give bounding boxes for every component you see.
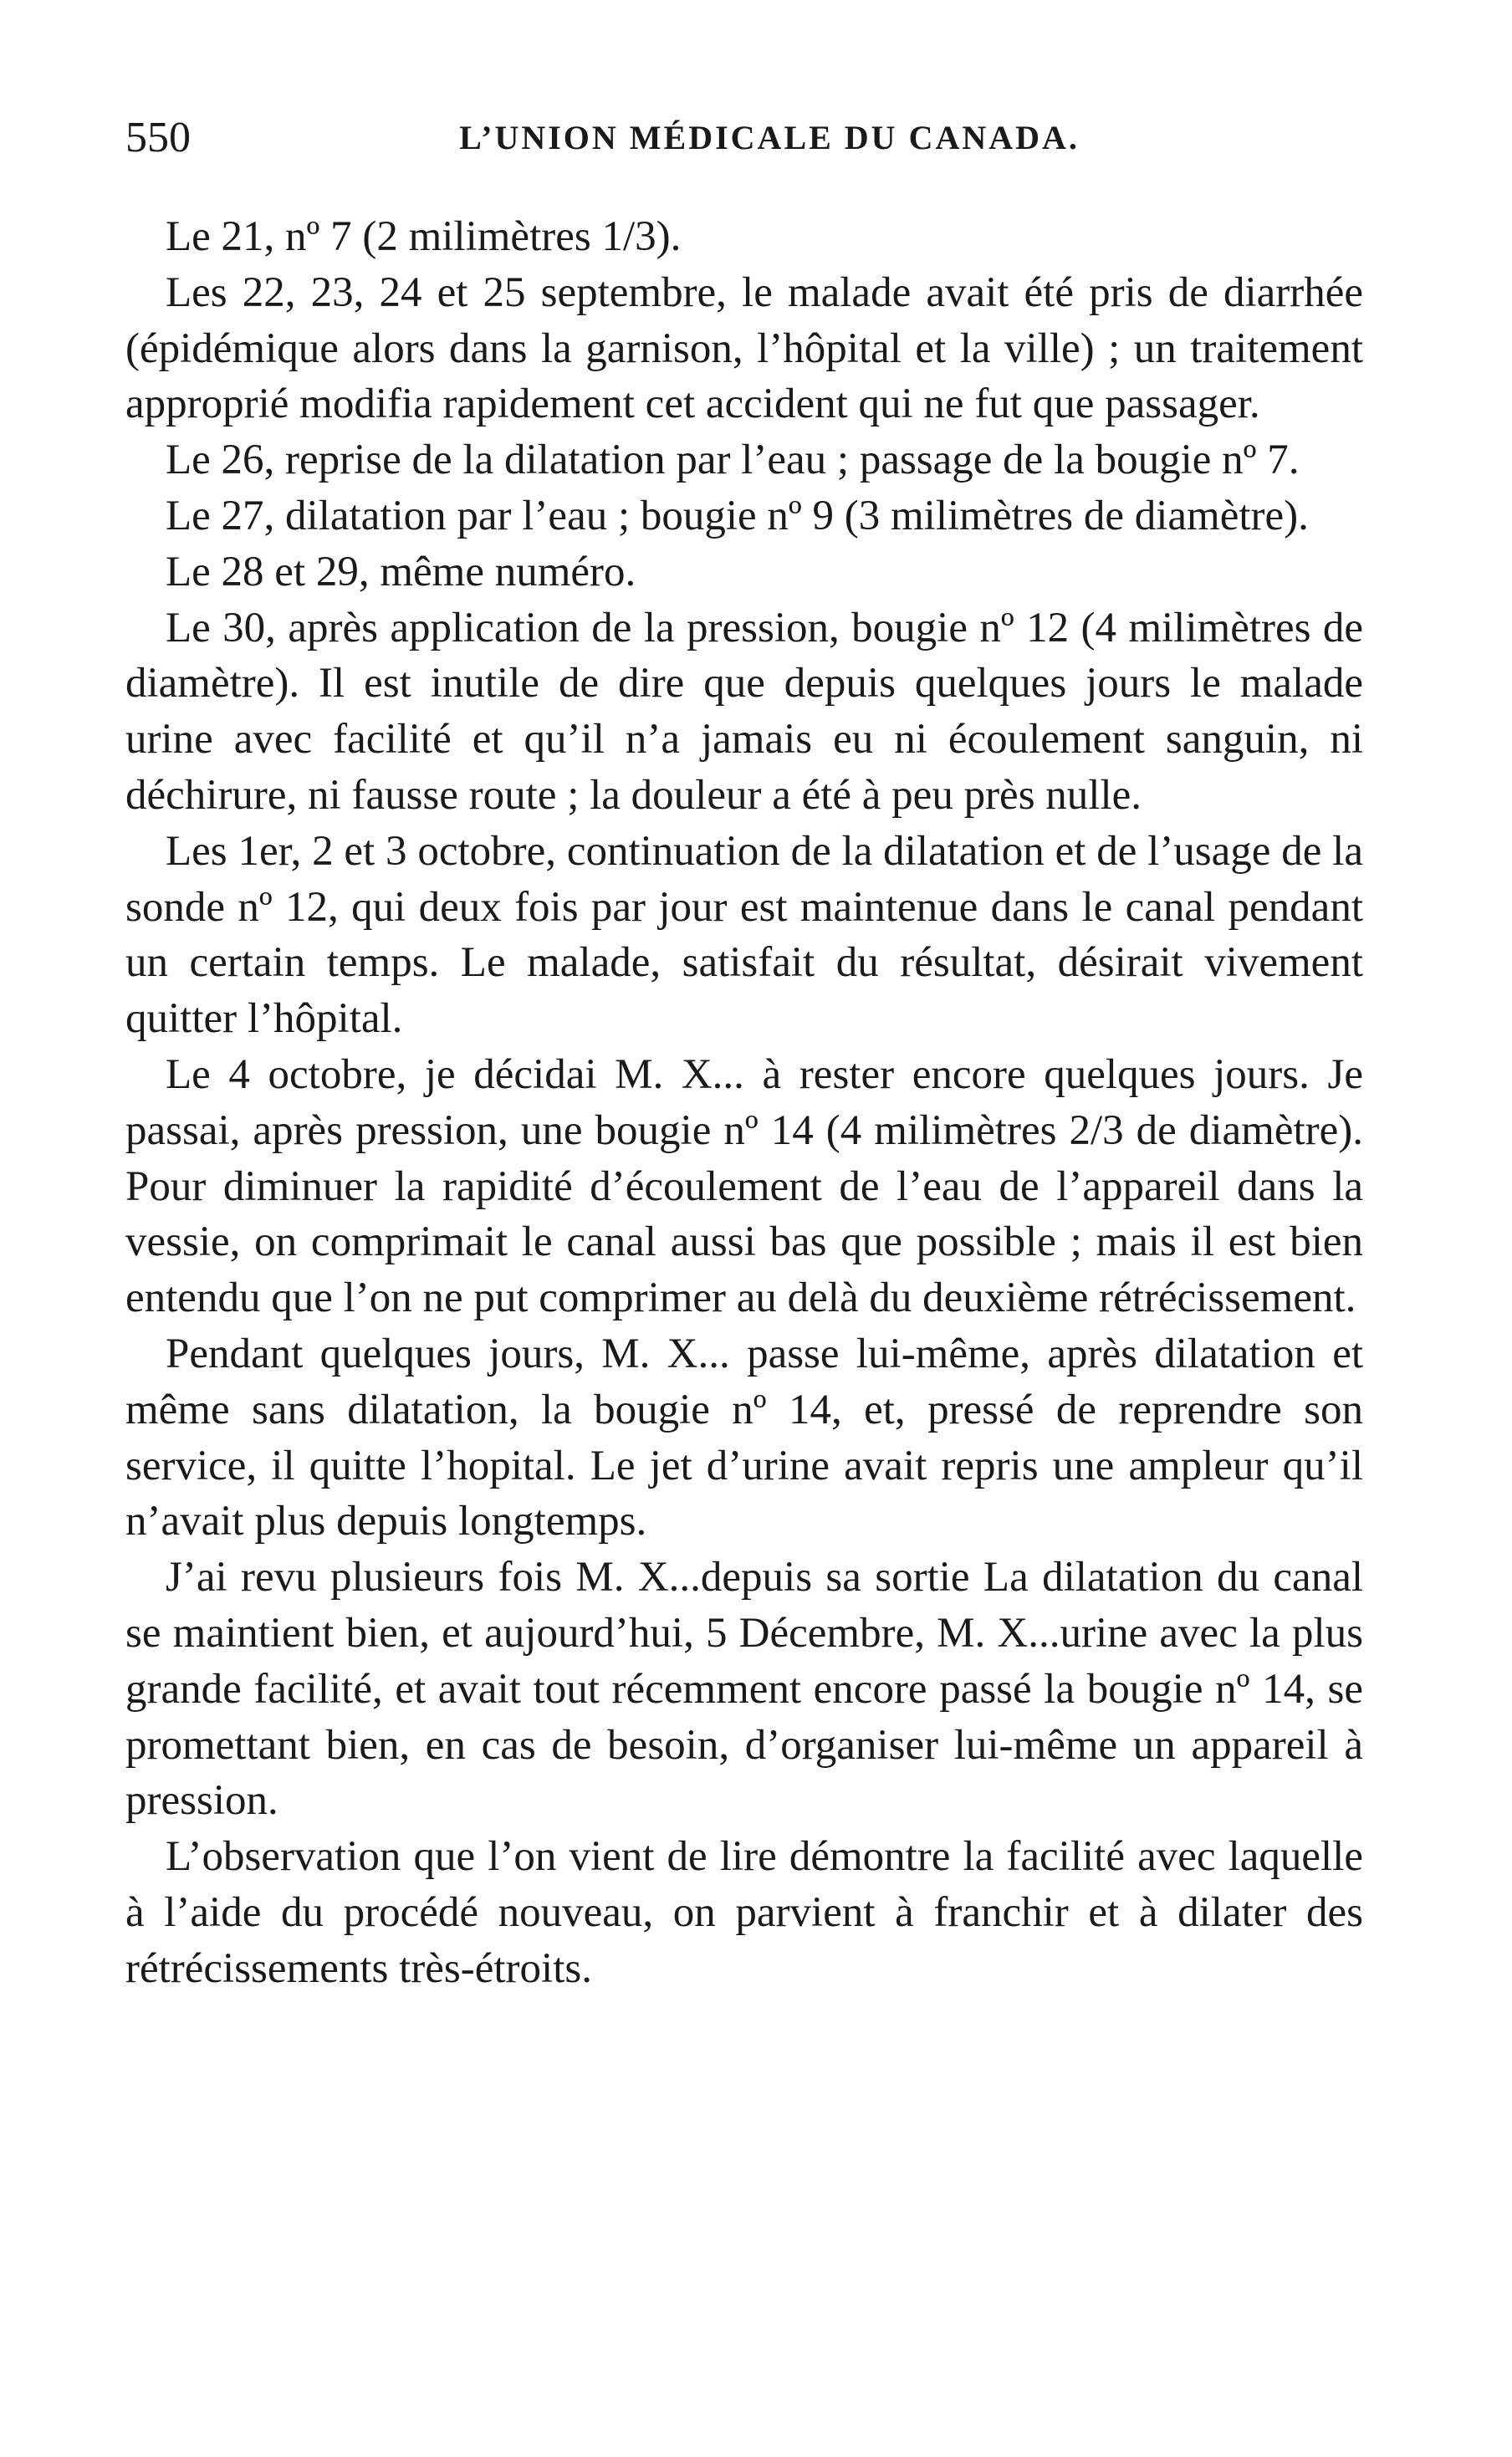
paragraph: L’observation que l’on vient de lire démontre la facilité avec laquelle à l’aide du procédé nouveau, on parvient à franchir et à dilater des rétrécissements très-étroits. <box>125 1833 1363 1992</box>
paragraph: J’ai revu plusieurs fois M. X...depuis sa sortie La dilatation du canal se maintient bien, et aujourd’hui, 5 Décembre, M. X...urine avec la plus grande facilité, et avait tout récemment encore passé la bougie nº 14, se promettant bien, en cas de besoin, d’organiser lui-même un appareil à pression. <box>125 1554 1363 1825</box>
body-text <box>125 209 1363 1997</box>
running-title: L’UNION MÉDICALE DU CANADA. <box>459 119 1080 156</box>
paragraph: Les 1er, 2 et 3 octobre, continuation de la dilatation et de l’usage de la sonde nº 12, qui deux fois par jour est maintenue dans le canal pendant un certain temps. Le malade, satisfait du résultat, désirait vivement quitter l’hôpital. <box>125 827 1363 1043</box>
paragraph: Pendant quelques jours, M. X... passe lui-même, après dilatation et même sans dilatation, la bougie nº 14, et, pressé de reprendre son service, il quitte l’hopital. Le jet d’urine avait repris une ampleur qu’il n’avait plus depuis longtemps. <box>125 1330 1363 1545</box>
page-header <box>125 100 1346 176</box>
paragraph: Le 4 octobre, je décidai M. X... à rester encore quelques jours. Je passai, après pression, une bougie nº 14 (4 milimètres 2/3 de diamètre). Pour diminuer la rapidité d’écoulement de l’eau de l’appareil dans la vessie, on comprimait le canal aussi bas que possible ; mais il est bien entendu que l’on ne put comprimer au delà du deuxième rétrécissement. <box>125 1050 1363 1322</box>
paragraph: Le 21, nº 7 (2 milimètres 1/3). <box>166 213 682 260</box>
paragraph: Les 22, 23, 24 et 25 septembre, le malade avait été pris de diarrhée (épidémique alors dans la garnison, l’hôpital et la ville) ; un traitement approprié modifia rapidement cet accident qui ne fut que passager. <box>125 268 1363 428</box>
paragraph: Le 28 et 29, même numéro. <box>166 548 636 595</box>
paragraph: Le 26, reprise de la dilatation par l’eau ; passage de la bougie nº 7. <box>166 437 1300 484</box>
page-number: 550 <box>125 114 191 161</box>
paragraph: Le 27, dilatation par l’eau ; bougie nº 9 (3 milimètres de diamètre). <box>166 492 1309 539</box>
paragraph: Le 30, après application de la pression, bougie nº 12 (4 milimètres de diamètre). Il est inutile de dire que depuis quelques jours le malade urine avec facilité et qu’il n’a jamais eu ni écoulement sanguin, ni déchirure, ni fausse route ; la douleur a été à peu près nulle. <box>125 604 1363 819</box>
